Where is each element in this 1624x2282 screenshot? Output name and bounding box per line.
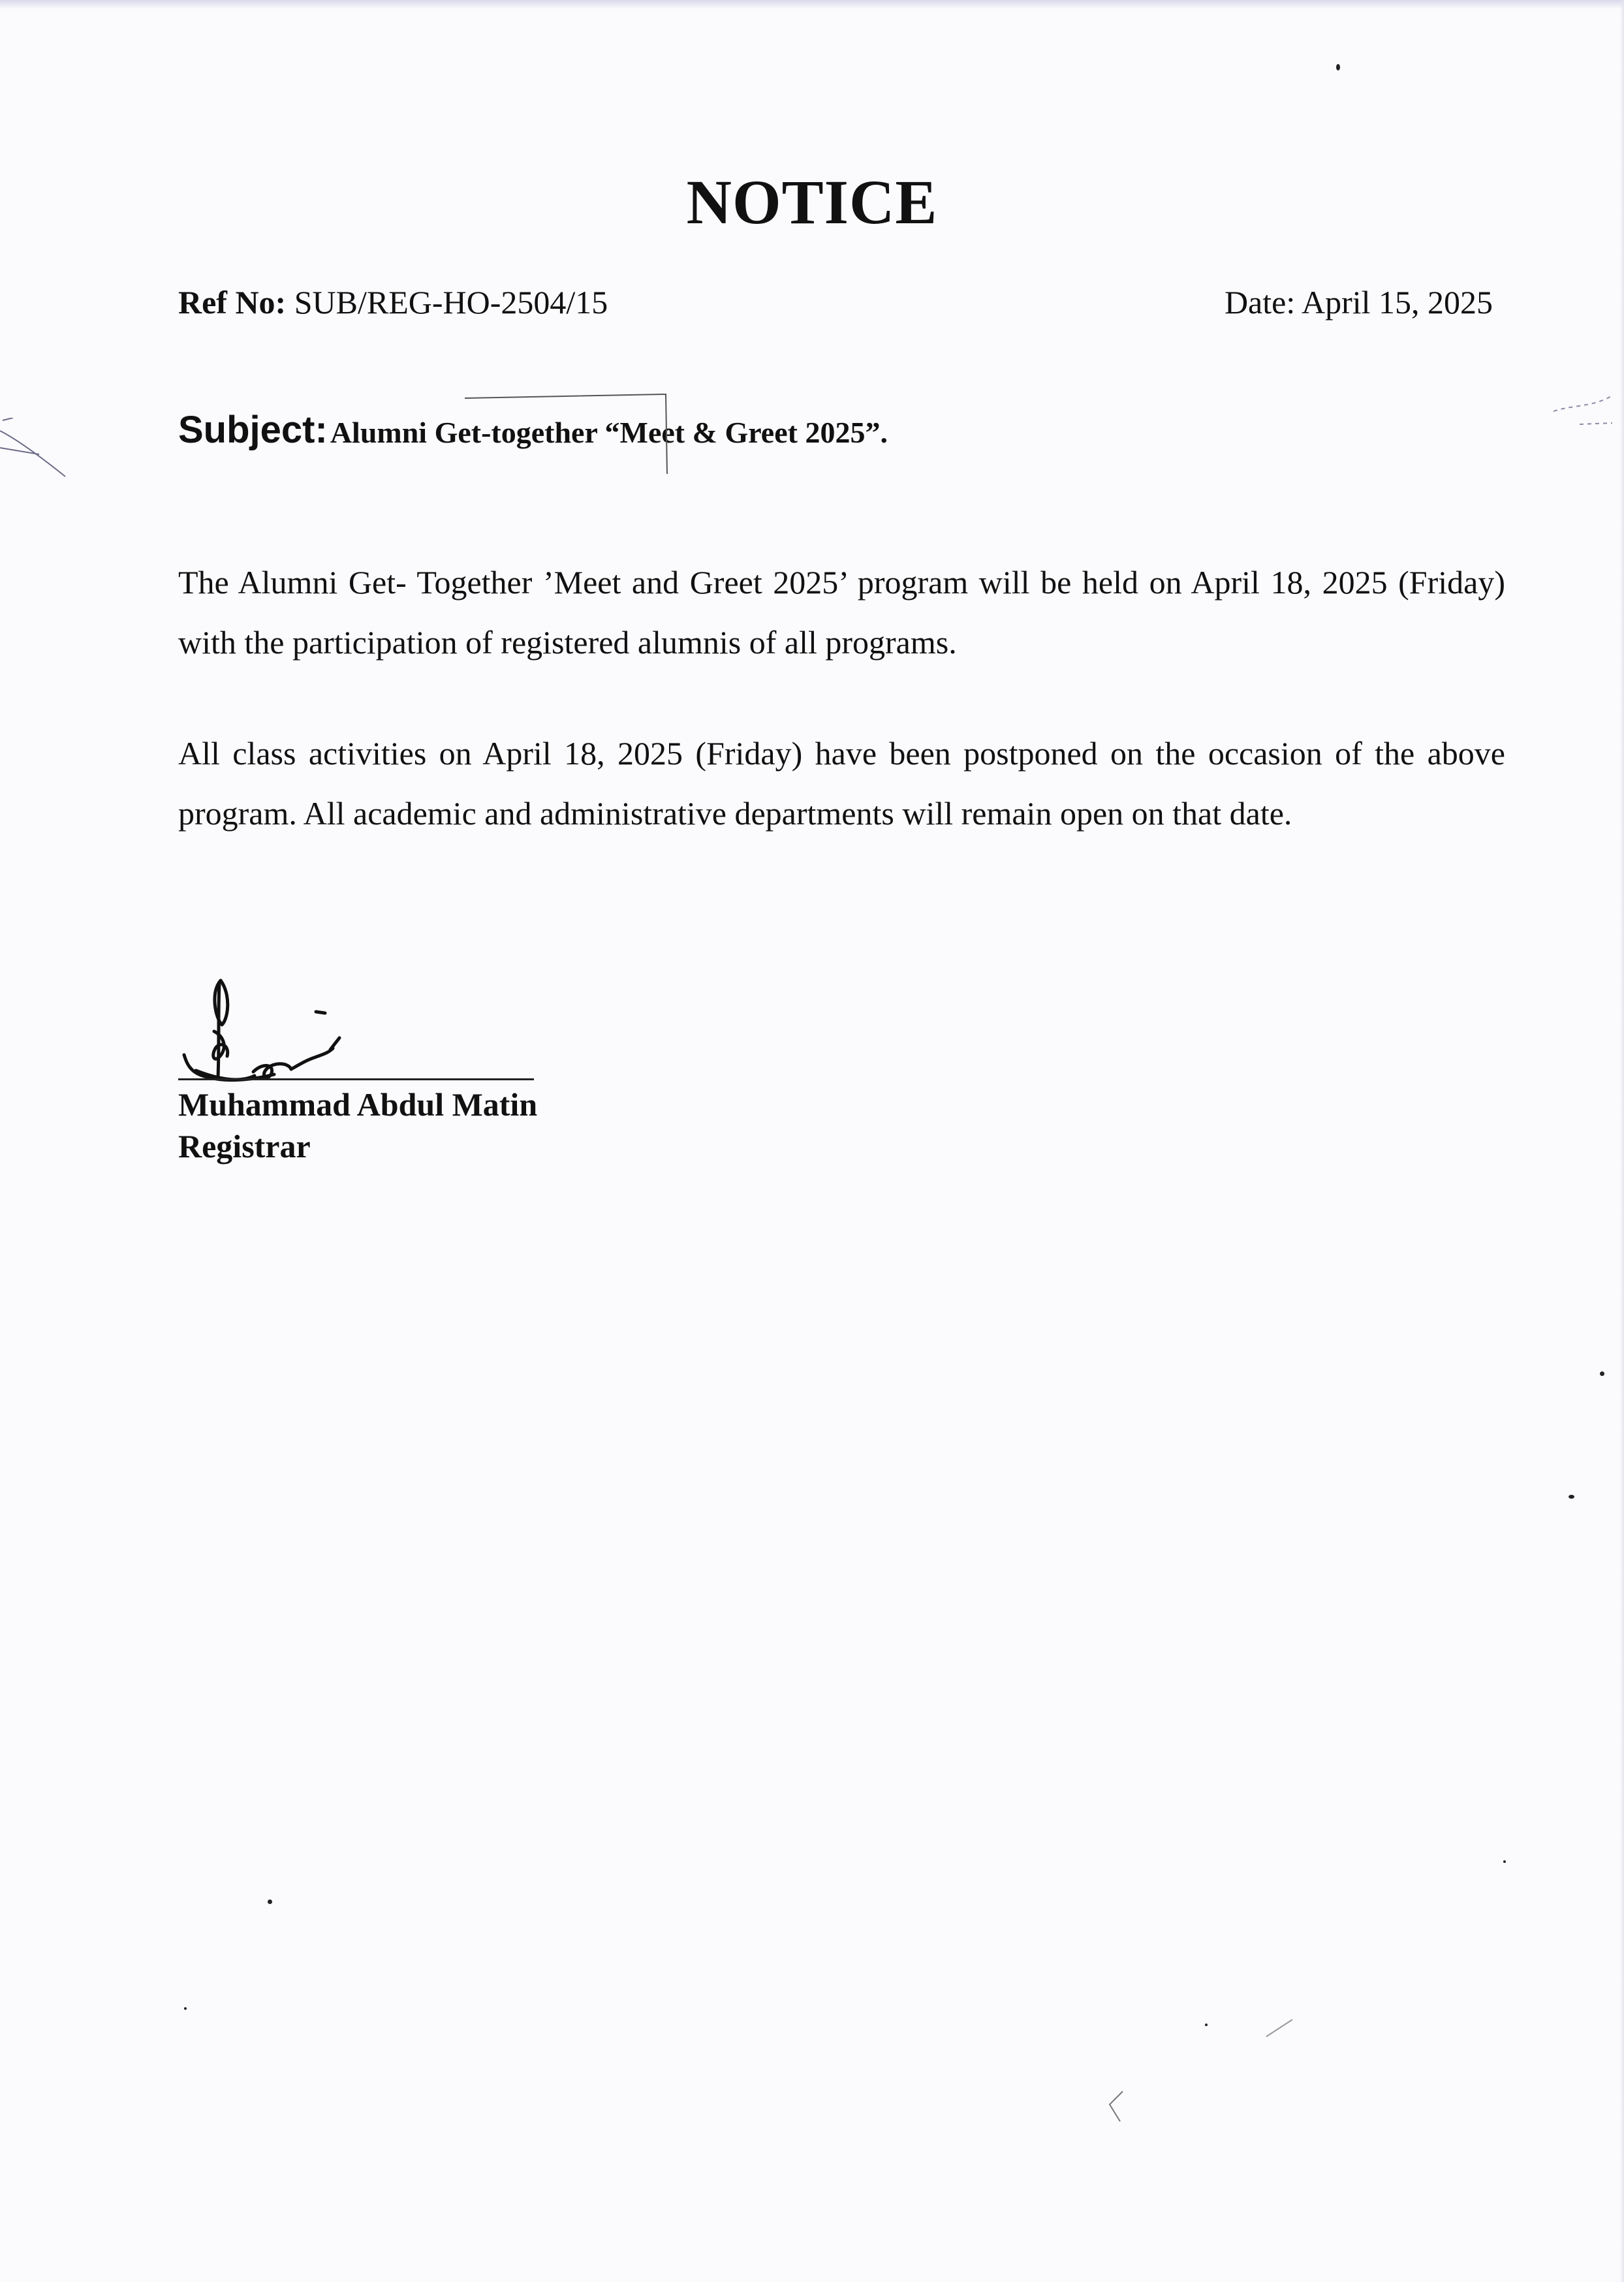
body-paragraph: The Alumni Get- Together ’Meet and Greet 2025’ program will be held on April 18, 2025 (Friday) with the participation of registered alumnis of all programs. xyxy=(178,564,1505,661)
signatory-block xyxy=(178,1084,537,1167)
signatory-designation: Registrar xyxy=(178,1128,311,1164)
scan-scratch xyxy=(1554,392,1619,431)
subject-text: Alumni Get-together “Meet & Greet 2025”. xyxy=(330,416,888,449)
subject-label: Subject: xyxy=(178,409,328,451)
reference-number xyxy=(178,286,608,319)
signature-line xyxy=(178,1078,534,1080)
reference-value: SUB/REG-HO-2504/15 xyxy=(294,284,608,320)
scan-speck xyxy=(268,1899,272,1904)
scan-scratch xyxy=(1103,2089,1136,2128)
pencil-mark xyxy=(463,390,672,482)
scan-speck xyxy=(1569,1495,1574,1499)
scan-edge-right xyxy=(1620,0,1624,2282)
scan-edge-top xyxy=(0,0,1624,9)
scan-speck xyxy=(184,2007,187,2010)
scan-speck xyxy=(1600,1371,1604,1376)
signatory-name: Muhammad Abdul Matin xyxy=(178,1086,538,1123)
scan-speck xyxy=(1205,2024,1208,2026)
reference-label: Ref No: xyxy=(178,284,287,320)
scan-speck xyxy=(1503,1860,1506,1863)
notice-title: NOTICE xyxy=(686,167,938,237)
scan-scratch xyxy=(1260,2017,1299,2043)
notice-date: Date: April 15, 2025 xyxy=(1224,284,1493,320)
scan-scratch xyxy=(0,418,72,483)
body-paragraph: All class activities on April 18, 2025 (Friday) have been postponed on the occasion of the above program. All academic and administrative departments will remain open on that date. xyxy=(178,735,1505,832)
scan-speck xyxy=(1336,64,1340,70)
